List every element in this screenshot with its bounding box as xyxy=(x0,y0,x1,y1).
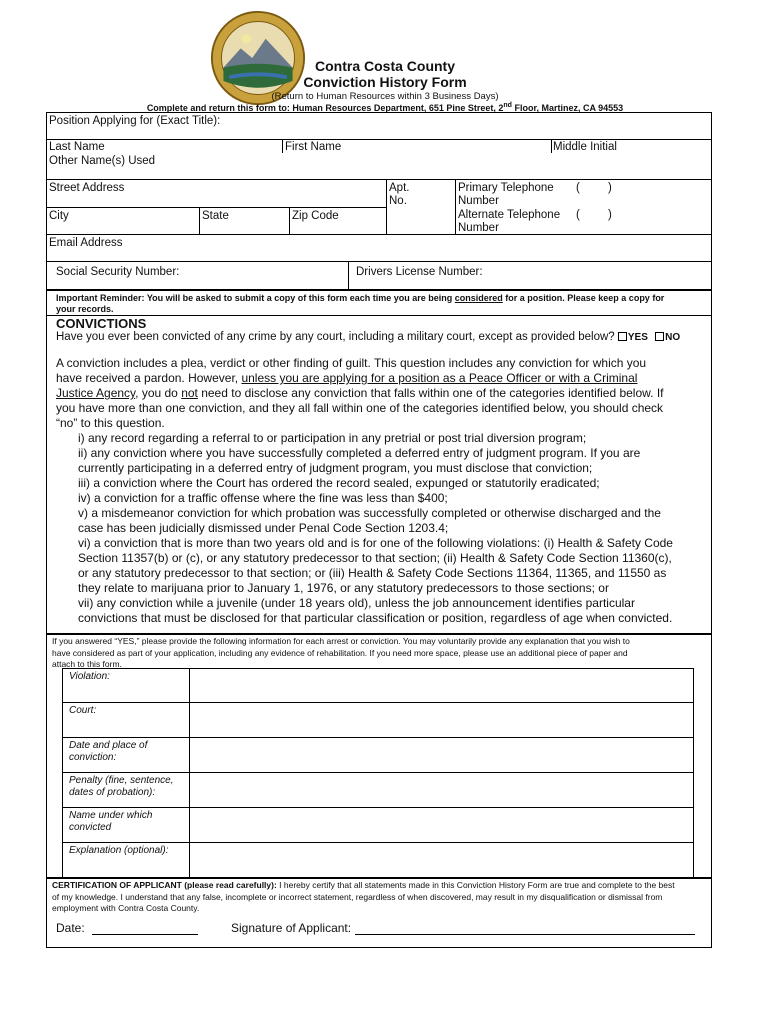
primary-phone-label-2: Number xyxy=(458,195,499,207)
penalty-label: Penalty (fine, sentence, dates of probation): xyxy=(69,775,174,798)
zip-code-field[interactable]: Zip Code xyxy=(292,210,339,222)
exception-item: v) a misdemeanor conviction for which probation was successfully completed or otherwise discharged and the xyxy=(78,506,661,520)
position-field[interactable]: Position Applying for (Exact Title): xyxy=(49,115,221,127)
signature-input[interactable] xyxy=(355,920,695,935)
return-address: Complete and return this form to: Human Resources Department, 651 Pine Street, 2nd Floor, Martinez, CA 94553 xyxy=(146,102,624,113)
alternate-phone-label-1[interactable]: Alternate Telephone xyxy=(458,209,561,221)
exception-item: iii) a conviction where the Court has ordered the record sealed, expunged or statutorily eradicated; xyxy=(78,476,600,490)
primary-phone-paren-close: ) xyxy=(608,182,612,194)
other-names-field[interactable]: Other Name(s) Used xyxy=(49,155,156,167)
penalty-input[interactable] xyxy=(191,774,692,806)
violation-input[interactable] xyxy=(191,670,692,701)
yes-label: YES xyxy=(627,332,648,343)
yes-instructions: If you answered “YES,” please provide the following information for each arrest or conviction. You may voluntarily provide any explanation that you wish to have considered as part of your application, including any evidence of rehabilitation. If you need more space, please use an additional piece of paper and attach to this form. xyxy=(52,636,630,669)
form-title-line1: Contra Costa County xyxy=(315,58,455,74)
date-place-input[interactable] xyxy=(191,739,692,771)
explanation-input[interactable] xyxy=(191,844,692,876)
date-place-label: Date and place of conviction: xyxy=(69,740,148,763)
exception-item: ii) any conviction where you have successfully completed a deferred entry of judgment program. If you are xyxy=(78,446,641,460)
apt-label-1: Apt. xyxy=(389,182,410,194)
explanation-label: Explanation (optional): xyxy=(69,845,169,856)
exception-item: iv) a conviction for a traffic offense where the fine was less than $400; xyxy=(78,491,448,505)
name-convicted-input[interactable] xyxy=(191,809,692,841)
signature-label: Signature of Applicant: xyxy=(231,921,352,935)
return-note: (Return to Human Resources within 3 Business Days) xyxy=(271,91,499,102)
alternate-phone-paren-open: ( xyxy=(576,209,580,221)
email-field[interactable]: Email Address xyxy=(49,237,123,249)
exception-item: currently participating in a deferred entry of judgment program, you must disclose that conviction; xyxy=(78,461,593,475)
name-convicted-label: Name under which convicted xyxy=(69,810,153,833)
date-input[interactable] xyxy=(92,920,198,935)
middle-initial-field[interactable]: Middle Initial xyxy=(553,141,617,153)
exception-item: vi) a conviction that is more than two years old and is for one of the following violations: (i) Health & Safety Code xyxy=(78,536,673,550)
exception-item: i) any record regarding a referral to or participation in any pretrial or post trial diversion program; xyxy=(78,431,587,445)
alternate-phone-paren-close: ) xyxy=(608,209,612,221)
exception-item: vii) any conviction while a juvenile (under 18 years old), unless the job announcement identifies particular xyxy=(78,596,635,610)
first-name-field[interactable]: First Name xyxy=(285,141,342,153)
last-name-field[interactable]: Last Name xyxy=(49,141,105,153)
apt-label-2: No. xyxy=(389,195,407,207)
ssn-field[interactable]: Social Security Number: xyxy=(56,266,180,278)
court-input[interactable] xyxy=(191,704,692,736)
exceptions-list xyxy=(78,431,708,626)
form-title-line2: Conviction History Form xyxy=(303,74,467,90)
city-field[interactable]: City xyxy=(49,210,69,222)
street-address-field[interactable]: Street Address xyxy=(49,182,125,194)
conviction-question: Have you ever been convicted of any crime by any court, including a military court, except as provided below? YES NO xyxy=(56,331,681,343)
primary-phone-paren-open: ( xyxy=(576,182,580,194)
primary-phone-label-1[interactable]: Primary Telephone xyxy=(458,182,554,194)
exception-item: Section 11357(b) or (c), or any statutory predecessor to that section; (ii) Health & Safety Code Section 11360(c), xyxy=(78,551,672,565)
yes-checkbox[interactable] xyxy=(618,332,627,341)
exception-item: or any statutory predecessor to that section; or (iii) Health & Safety Code Sections 11364, 11365, and 11550 as xyxy=(78,566,667,580)
certification-text: CERTIFICATION OF APPLICANT (please read carefully): I hereby certify that all statements made in this Conviction History Form are true and complete to the best of my knowledge. I understand that any false, incomplete or incorrect statement, regardless of when discovered, may result in my disqualification or dismissal from employment with Contra Costa County. xyxy=(52,880,675,913)
important-reminder: Important Reminder: You will be asked to submit a copy of this form each time you are being considered for a position. Please keep a copy for your records. xyxy=(56,293,665,314)
exception-item: case has been judicially dismissed under Penal Code Section 1203.4; xyxy=(78,521,449,535)
state-field[interactable]: State xyxy=(202,210,229,222)
no-checkbox[interactable] xyxy=(655,332,664,341)
conviction-definition: A conviction includes a plea, verdict or other finding of guilt. This question includes any conviction for which you have received a pardon. However, unless you are applying for a position as a Peace Officer or with a Criminal Justice Agency, you do not need to disclose any conviction that falls within one of the categories identified below. If you have more than one conviction, and they all fall within one of the categories identified below, you should check “no” to this question. xyxy=(56,356,664,430)
alternate-phone-label-2: Number xyxy=(458,222,499,234)
violation-label: Violation: xyxy=(69,671,110,682)
no-label: NO xyxy=(665,332,681,343)
convictions-heading: CONVICTIONS xyxy=(56,316,147,331)
date-label: Date: xyxy=(56,921,85,935)
exception-item: convictions that must be disclosed for that particular classification or position, regardless of age when convicted. xyxy=(78,611,673,625)
exception-item: they relate to marijuana prior to January 1, 1976, or any statutory predecessors to those sections; or xyxy=(78,581,609,595)
drivers-license-field[interactable]: Drivers License Number: xyxy=(356,266,483,278)
court-label: Court: xyxy=(69,705,97,716)
